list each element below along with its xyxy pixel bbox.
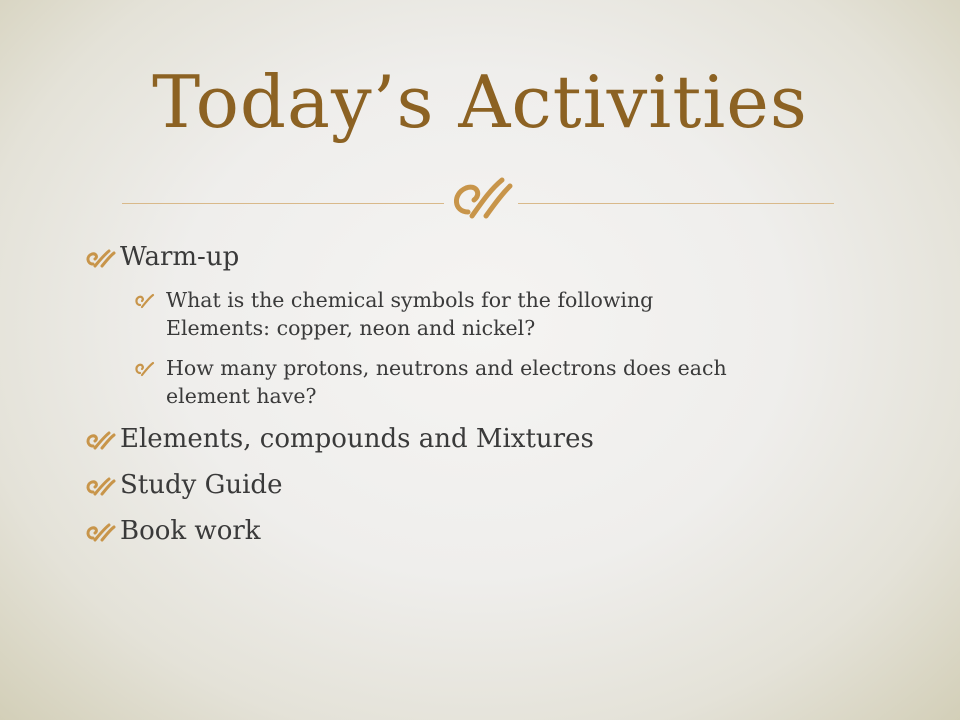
- swirl-ornament-icon: [446, 172, 516, 226]
- swirl-bullet-icon: [84, 430, 116, 450]
- swirl-bullet-icon: [84, 476, 116, 496]
- item-label-study-guide: Study Guide: [120, 470, 283, 500]
- title-divider-right: [518, 203, 834, 204]
- sub-item-text-line1: How many protons, neutrons and electrons does each: [166, 356, 727, 380]
- title-divider-left: [122, 203, 444, 204]
- item-label-book-work: Book work: [120, 516, 261, 546]
- swirl-bullet-icon: [84, 248, 116, 268]
- slide-title: Today’s Activities: [152, 60, 808, 144]
- sub-item-text-line1: What is the chemical symbols for the following: [166, 288, 654, 312]
- item-label-elements: Elements, compounds and Mixtures: [120, 424, 594, 454]
- sub-item-text-line2: Elements: copper, neon and nickel?: [166, 316, 536, 340]
- swirl-bullet-icon: [134, 292, 156, 309]
- list-item: [84, 468, 884, 502]
- sub-list-item: [84, 354, 884, 410]
- list-item: [84, 514, 884, 548]
- swirl-bullet-icon: [84, 522, 116, 542]
- item-label-warm-up: Warm-up: [120, 242, 240, 272]
- list-item: [84, 240, 884, 410]
- bullet-list: [84, 240, 884, 560]
- swirl-bullet-icon: [134, 360, 156, 377]
- sub-list-item: [84, 286, 884, 342]
- sub-item-text-line2: element have?: [166, 384, 317, 408]
- list-item: [84, 422, 884, 456]
